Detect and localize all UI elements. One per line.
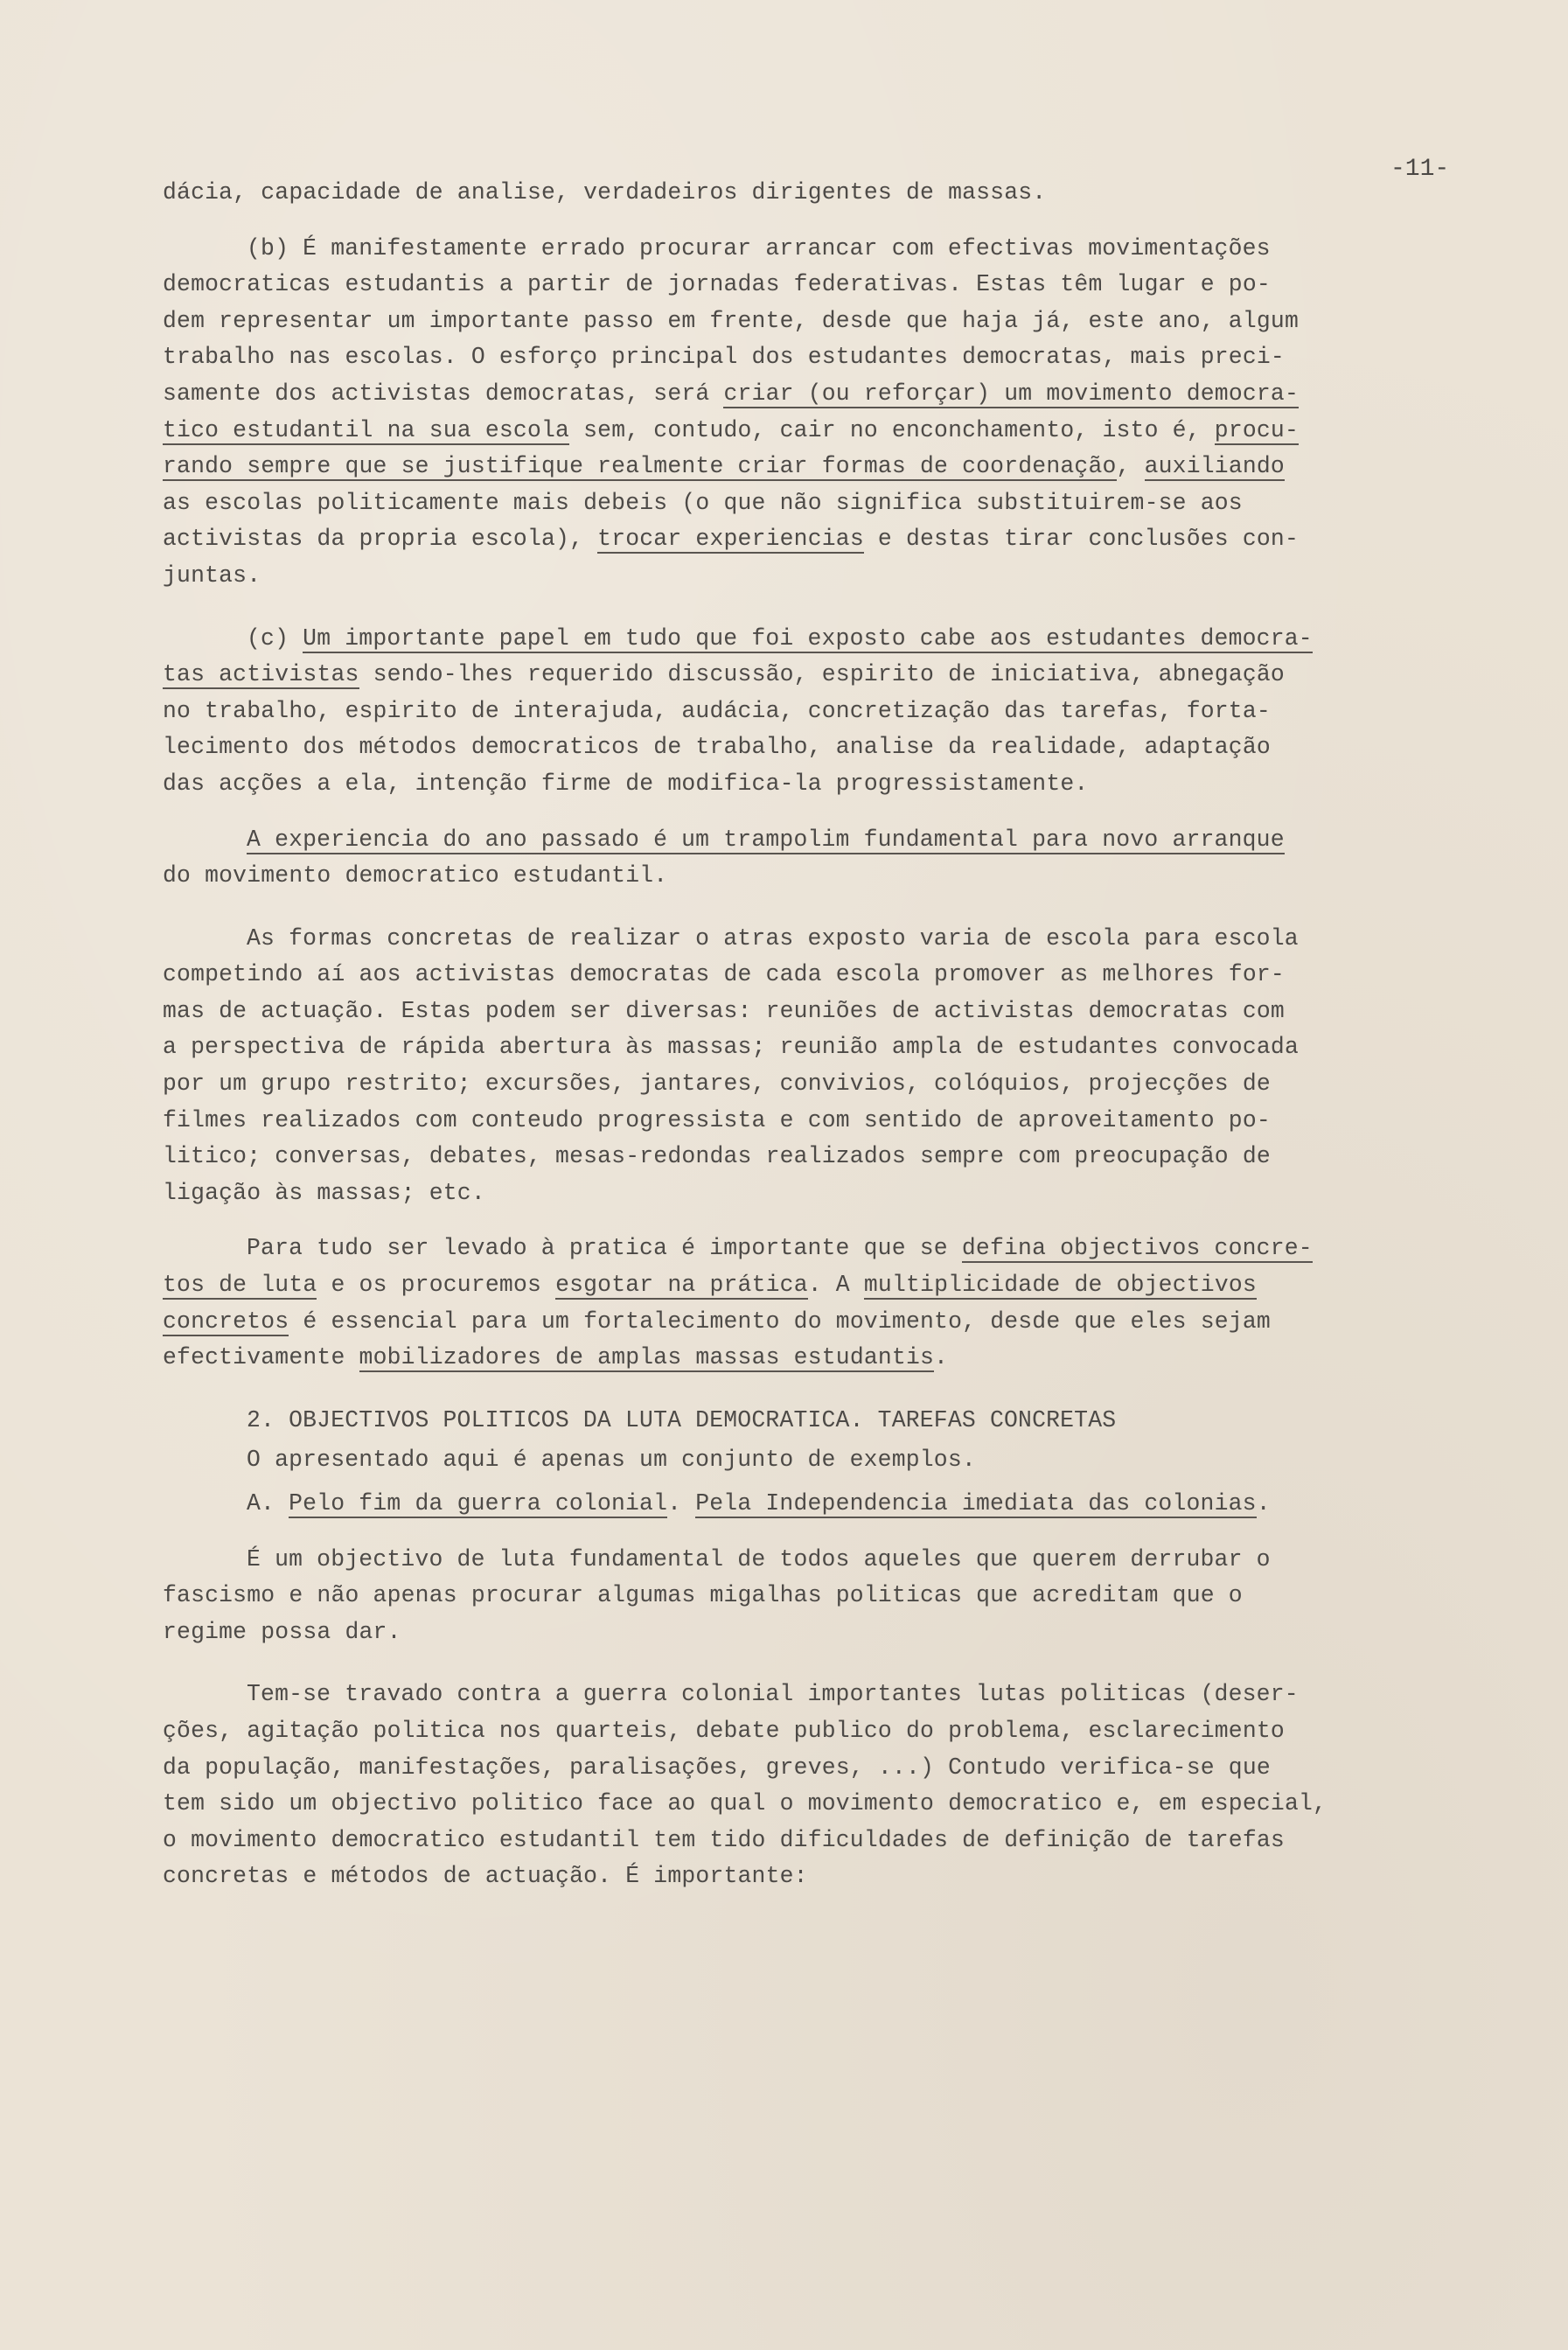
text-span: efectivamente (163, 1344, 359, 1371)
underlined-text: esgotar na prática (555, 1272, 808, 1299)
text-line: ligação às massas; etc. (163, 1179, 485, 1206)
underlined-text: A experiencia do ano passado é um trampolim fundamental para novo arranque (247, 826, 1285, 853)
text-span: activistas da propria escola), (163, 526, 598, 553)
text-span: . (1256, 1490, 1271, 1517)
text-line: As formas concretas de realizar o atras exposto varia de escola para escola (247, 924, 1299, 952)
text-span: (c) (247, 624, 303, 652)
text-line (163, 413, 1422, 450)
text-line: o movimento democratico estudantil tem tido dificuldades de definição de tarefas (163, 1826, 1285, 1853)
text-span: Para tudo ser levado à pratica é importante que se (247, 1235, 962, 1262)
text-line: das acções a ela, intenção firme de modifica-la progressistamente. (163, 770, 1089, 797)
page-number: -11- (1390, 156, 1450, 183)
paragraph-practice (163, 1231, 1422, 1376)
text-span: sem, contudo, cair no enconchamento, isto é, (569, 416, 1215, 443)
text-line (163, 449, 1422, 485)
section-heading (163, 1403, 1422, 1440)
paragraph-struggles (163, 1677, 1422, 1895)
text-line (163, 657, 1422, 694)
document-body (163, 175, 1422, 1895)
underlined-text: Pelo fim da guerra colonial (289, 1490, 668, 1517)
underlined-text: trocar experiencias (597, 526, 864, 553)
underlined-text: auxiliando (1144, 453, 1285, 480)
text-line: O apresentado aqui é apenas um conjunto de exemplos. (247, 1447, 976, 1474)
text-line: democraticas estudantis a partir de jornadas federativas. Estas têm lugar e po- (163, 271, 1271, 298)
text-line: tem sido um objectivo politico face ao qual o movimento democratico e, em especial, (163, 1790, 1328, 1817)
text-line: concretas e métodos de actuação. É importante: (163, 1863, 808, 1890)
underlined-text: defina objectivos concre- (961, 1235, 1313, 1262)
paragraph-objective (163, 1542, 1422, 1651)
text-span: sendo-lhes requerido discussão, espirito de iniciativa, abnegação (359, 661, 1285, 688)
underlined-text: multiplicidade de objectivos (863, 1272, 1257, 1299)
text-line: por um grupo restrito; excursões, jantares, convivios, colóquios, projecções de (163, 1070, 1271, 1098)
text-span: e destas tirar conclusões con- (863, 526, 1300, 553)
text-line: litico; conversas, debates, mesas-redondas realizados sempre com preocupação de (163, 1143, 1271, 1170)
paragraph-b (163, 231, 1422, 595)
text-line: juntas. (163, 561, 261, 589)
text-span: é essencial para um fortalecimento do movimento, desde que eles sejam (289, 1307, 1271, 1335)
underlined-text: tico estudantil na sua escola (163, 416, 570, 443)
text-line: lecimento dos métodos democraticos de trabalho, analise da realidade, adaptação (163, 734, 1271, 761)
text-line: (b) É manifestamente errado procurar arrancar com efectivas movimentações (247, 234, 1271, 261)
text-line (163, 621, 1422, 658)
text-line: dácia, capacidade de analise, verdadeiros dirigentes de massas. (163, 179, 1047, 206)
paragraph-forms (163, 921, 1422, 1212)
text-line: do movimento democratico estudantil. (163, 862, 668, 889)
paragraph-a-end (163, 175, 1422, 212)
text-line: no trabalho, espirito de interajuda, audácia, concretização das tarefas, forta- (163, 697, 1271, 724)
subsection-heading (163, 1486, 1422, 1523)
text-line: competindo aí aos activistas democratas de cada escola promover as melhores for- (163, 961, 1285, 988)
text-span: . (934, 1344, 949, 1371)
text-span: , (1116, 453, 1145, 480)
text-line: ções, agitação politica nos quarteis, debate publico do problema, esclarecimento (163, 1717, 1285, 1744)
underlined-text: mobilizadores de amplas massas estudantis (359, 1344, 935, 1371)
section-title: 2. OBJECTIVOS POLITICOS DA LUTA DEMOCRATICA. TAREFAS CONCRETAS (247, 1406, 1117, 1433)
text-line: a perspectiva de rápida abertura às massas; reunião ampla de estudantes convocada (163, 1034, 1299, 1061)
underlined-text: Um importante papel em tudo que foi exposto cabe aos estudantes democra- (303, 624, 1313, 652)
text-line (163, 822, 1422, 859)
text-line: mas de actuação. Estas podem ser diversas: reuniões de activistas democratas com (163, 997, 1285, 1024)
text-line (163, 1267, 1422, 1304)
subsection-title (163, 1486, 1422, 1523)
text-line: fascismo e não apenas procurar algumas migalhas politicas que acreditam que o (163, 1582, 1243, 1609)
text-line: dem representar um importante passo em frente, desde que haja já, este ano, algum (163, 307, 1299, 334)
text-line: filmes realizados com conteudo progressista e com sentido de aproveitamento po- (163, 1106, 1271, 1133)
text-line (163, 1231, 1422, 1267)
text-line: regime possa dar. (163, 1618, 401, 1645)
underlined-text: tas activistas (163, 661, 359, 688)
text-line: trabalho nas escolas. O esforço principal dos estudantes democratas, mais preci- (163, 344, 1285, 371)
text-span: . A (807, 1272, 864, 1299)
text-line (163, 1340, 1422, 1377)
underlined-text: tos de luta (163, 1272, 317, 1299)
text-line: É um objectivo de luta fundamental de todos aqueles que querem derrubar o (247, 1545, 1271, 1572)
text-span: . (667, 1490, 696, 1517)
text-line: as escolas politicamente mais debeis (o que não significa substituirem-se aos (163, 489, 1243, 516)
underlined-text: concretos (163, 1307, 289, 1335)
paragraph-experience (163, 822, 1422, 895)
text-line: Tem-se travado contra a guerra colonial importantes lutas politicas (deser- (247, 1681, 1299, 1708)
underlined-text: procu- (1214, 416, 1300, 443)
text-line (163, 376, 1422, 413)
text-span: A. (247, 1490, 289, 1517)
section-intro (163, 1442, 1422, 1479)
underlined-text: rando sempre que se justifique realmente criar formas de coordenação (163, 453, 1117, 480)
paragraph-c (163, 621, 1422, 803)
text-line: da população, manifestações, paralisações, greves, ...) Contudo verifica-se que (163, 1754, 1271, 1781)
text-span: e os procuremos (317, 1272, 556, 1299)
text-line (163, 1304, 1422, 1341)
text-span: samente dos activistas democratas, será (163, 380, 724, 407)
underlined-text: criar (ou reforçar) um movimento democra- (723, 380, 1299, 407)
text-line (163, 521, 1422, 558)
underlined-text: Pela Independencia imediata das colonias (695, 1490, 1257, 1517)
